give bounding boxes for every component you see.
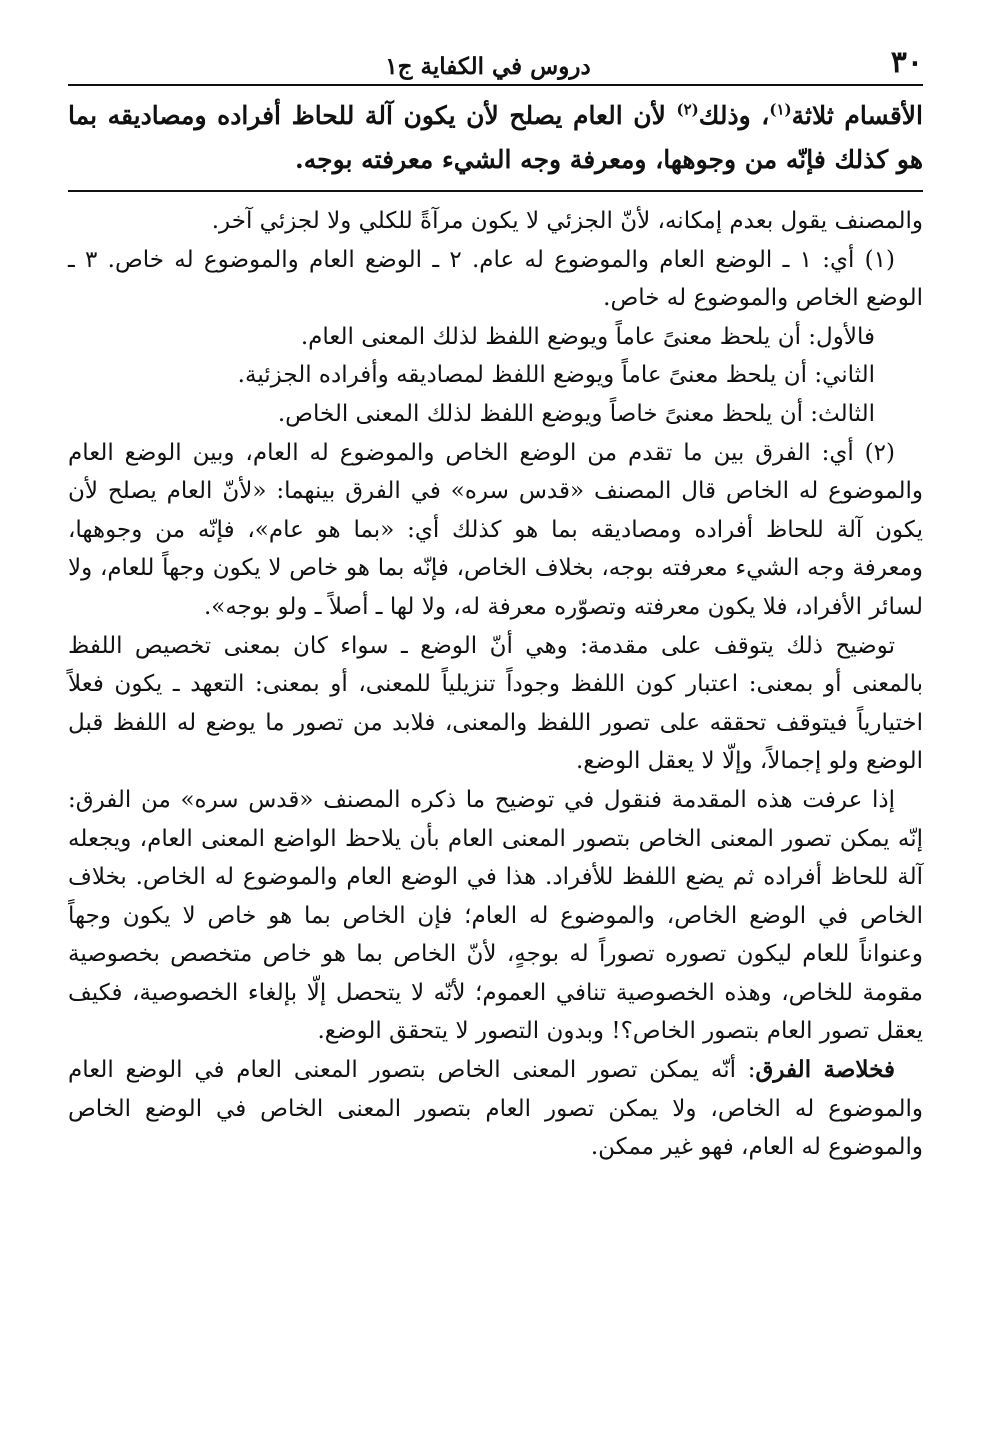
commentary-paragraph: والمصنف يقول بعدم إمكانه، لأنّ الجزئي لا يكون مرآةً للكلي ولا لجزئي آخر. (211, 208, 923, 234)
running-title: دروس في الكفاية ج١ (385, 53, 591, 80)
commentary-block (68, 202, 923, 1167)
footnote-1-item-second: الثاني: أن يلحظ معنىً عاماً ويوضع اللفظ لمصاديقه وأفراده الجزئية. (237, 362, 875, 389)
page-number: ٣٠ (890, 45, 923, 80)
main-text-part: الأقسام ثلاثة (791, 101, 923, 130)
page-header (68, 36, 923, 86)
summary-label: فخلاصة الفرق (755, 1056, 895, 1084)
footnote-1-item-third: الثالث: أن يلحظ معنىً خاصاً ويوضع اللفظ لذلك المعنى الخاص. (277, 400, 875, 427)
summary-text: : أنّه يمكن تصور المعنى الخاص بتصور المعنى العام في الوضع العام والموضوع له الخاص، ولا يمكن تصور العام بتصور المعنى الخاص في الوضع الخاص والموضوع له العام، فهو غير ممكن. (68, 1057, 923, 1161)
commentary-paragraph: توضيح ذلك يتوقف على مقدمة: وهي أنّ الوضع ـ سواء كان بمعنى تخصيص اللفظ بالمعنى أو بمعنى: اعتبار كون اللفظ وجوداً تنزيلياً للمعنى، أو بمعنى: التعهد ـ يكون فعلاً اختيارياً فيتوقف تحققه على تصور اللفظ والمعنى، فلابد من تصور ما يوضع له اللفظ قبل الوضع ولو إجمالاً، وإلّا لا يعقل الوضع. (68, 632, 923, 775)
footnote-1: (١) أي: ١ ـ الوضع العام والموضوع له عام. ٢ ـ الوضع العام والموضوع له خاص. ٣ ـ الوضع الخاص والموضوع له خاص. (68, 246, 923, 312)
main-text-block (68, 94, 923, 192)
main-text-paragraph (68, 94, 923, 182)
footnote-ref-1: (١) (769, 100, 792, 119)
footnote-ref-2: (٢) (676, 100, 699, 119)
main-text-part: ، وذلك (698, 101, 770, 130)
main-text-part: لأن العام يصلح لأن يكون آلة للحاظ أفراده ومصاديقه بما هو كذلك فإنّه من وجوهها، ومعرفة وجه الشيء معرفته بوجه. (68, 101, 923, 174)
footnote-2: (٢) أي: الفرق بين ما تقدم من الوضع الخاص والموضوع له العام، وبين الوضع العام والموضوع له الخاص قال المصنف «قدس سره» في الفرق بينهما: «لأنّ العام يصلح لأن يكون آلة للحاظ أفراده ومصاديقه بما هو كذلك أي: «بما هو عام»، فإنّه من وجوهها، ومعرفة وجه الشيء معرفته بوجه، بخلاف الخاص، فإنّه بما هو خاص لا يكون وجهاً للعام، ولا لسائر الأفراد، فلا يكون معرفته وتصوّره معرفة له، ولا لها ـ أصلاً ـ ولو بوجه». (68, 439, 923, 620)
commentary-paragraph: إذا عرفت هذه المقدمة فنقول في توضيح ما ذكره المصنف «قدس سره» من الفرق: إنّه يمكن تصور المعنى الخاص بتصور المعنى العام بأن يلاحظ الواضع المعنى العام، ويجعله آلة للحاظ أفراده ثم يضع اللفظ للأفراد. هذا في الوضع العام والموضوع له الخاص. بخلاف الخاص في الوضع الخاص، والموضوع له العام؛ فإن الخاص بما هو خاص لا يكون وجهاً وعنواناً للعام ليكون تصوره تصوراً له بوجهٍ، لأنّ الخاص بما هو خاص متخصص بخصوصية مقومة للخاص، وهذه الخصوصية تنافي العموم؛ لأنّه لا يتحصل إلّا بإلغاء الخصوصية، فكيف يعقل تصور العام بتصور الخاص؟! وبدون التصور لا يتحقق الوضع. (68, 786, 923, 1045)
summary-paragraph (68, 1051, 923, 1167)
footnote-1-item-first: فالأول: أن يلحظ معنىً عاماً ويوضع اللفظ لذلك المعنى العام. (300, 323, 875, 350)
